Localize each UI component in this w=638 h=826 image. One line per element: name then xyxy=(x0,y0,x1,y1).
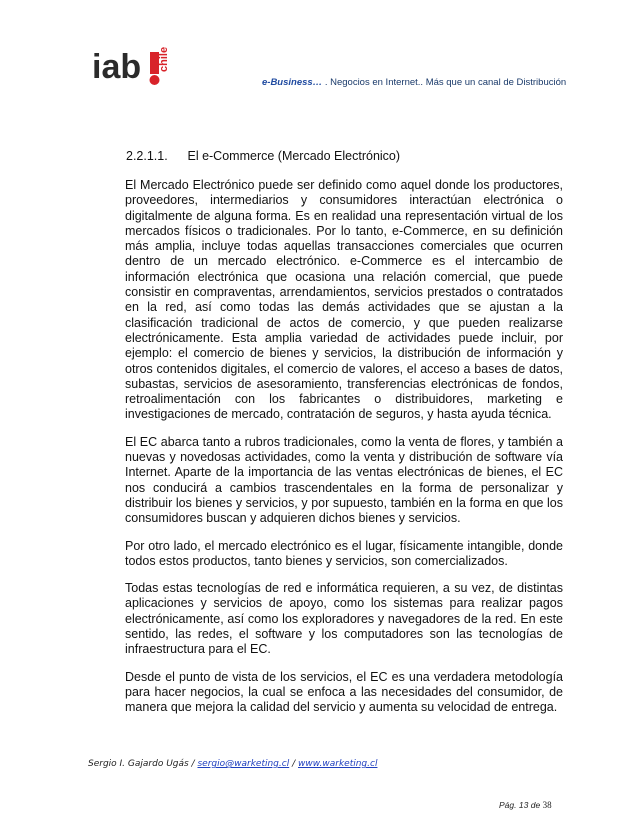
paragraph: El EC abarca tanto a rubros tradicionales, como la venta de flores, y también a nuevas y novedosas actividades, como la venta y distribución de software vía Internet. Aparte de la importancia de las ventas electrónicas de bienes, el EC nos conducirá a cambios trascendentales en la forma de personalizar y distribuir los bienes y servicios, y por supuesto, también en la forma en que los consumidores buscan y adquieren dichos bienes y servicios. xyxy=(125,434,563,526)
website-link[interactable]: www.warketing.cl xyxy=(298,759,378,769)
section-title: El e-Commerce (Mercado Electrónico) xyxy=(187,149,401,163)
document-body xyxy=(125,178,563,728)
header-subtitle: . Negocios en Internet.. Más que un canal de Distribución xyxy=(324,77,567,88)
logo-text: iab xyxy=(92,48,142,86)
footer-author: Sergio I. Gajardo Ugás / xyxy=(88,759,195,769)
footer xyxy=(88,759,377,769)
logo-subtext: chile xyxy=(158,46,170,72)
page-number xyxy=(499,800,552,810)
iab-chile-logo xyxy=(92,44,172,90)
page-total: 38 xyxy=(542,800,552,810)
footer-separator: / xyxy=(292,759,296,769)
paragraph: El Mercado Electrónico puede ser definido como aquel donde los productores, proveedores, intermediarios y consumidores interactúan electrónica o digitalmente de alguna forma. Es en realidad una representación virtual de los mercados físicos o tradicionales. Por lo tanto, e-Commerce, en su definición más amplia, incluye todas aquellas transacciones comerciales que ocurren dentro de un mercado electrónico. e-Commerce es el intercambio de información electrónica que ocasiona una relación comercial, que puede consistir en compraventas, arrendamientos, servicios prestados o contratados en la red, así como todas las demás actividades que se ajustan a la clasificación tradicional de actos de comercio, y que pueden realizarse electrónicamente. Esta amplia variedad de actividades puede incluir, por ejemplo: el comercio de bienes y servicios, la distribución de información y otros contenidos digitales, el comercio de valores, el acceso a bases de datos, subastas, servicios de asesoramiento, transferencias electrónicas de fondos, retroalimentación con los fabricantes o distribuidores, marketing e investigaciones de mercado, contratación de seguros, y hasta ayuda técnica. xyxy=(125,178,563,422)
paragraph: Todas estas tecnologías de red e informática requieren, a su vez, de distintas aplicaciones y servicios de apoyo, como los sistemas para realizar pagos electrónicamente, así como los exploradores y navegadores de la red. En este sentido, las redes, el software y los computadores son las tecnologías de infraestructura para el EC. xyxy=(125,581,563,657)
logo-dot xyxy=(150,75,160,85)
document-header xyxy=(262,77,566,88)
header-brand: e-Business… xyxy=(262,77,323,88)
paragraph: Por otro lado, el mercado electrónico es el lugar, físicamente intangible, donde todos estos productos, tanto bienes y servicios, son comercializados. xyxy=(125,538,563,568)
page-label: Pág. xyxy=(499,800,517,810)
section-number: 2.2.1.1. xyxy=(126,149,168,163)
email-link[interactable]: sergio@warketing.cl xyxy=(197,759,290,769)
paragraph: Desde el punto de vista de los servicios, el EC es una verdadera metodología para hacer negocios, la cual se enfoca a las necesidades del consumidor, de manera que mejora la calidad del servicio y aumenta su velocidad de entrega. xyxy=(125,669,563,715)
section-heading xyxy=(126,149,400,163)
page-of: de xyxy=(530,800,541,810)
page-current: 13 xyxy=(518,800,529,810)
